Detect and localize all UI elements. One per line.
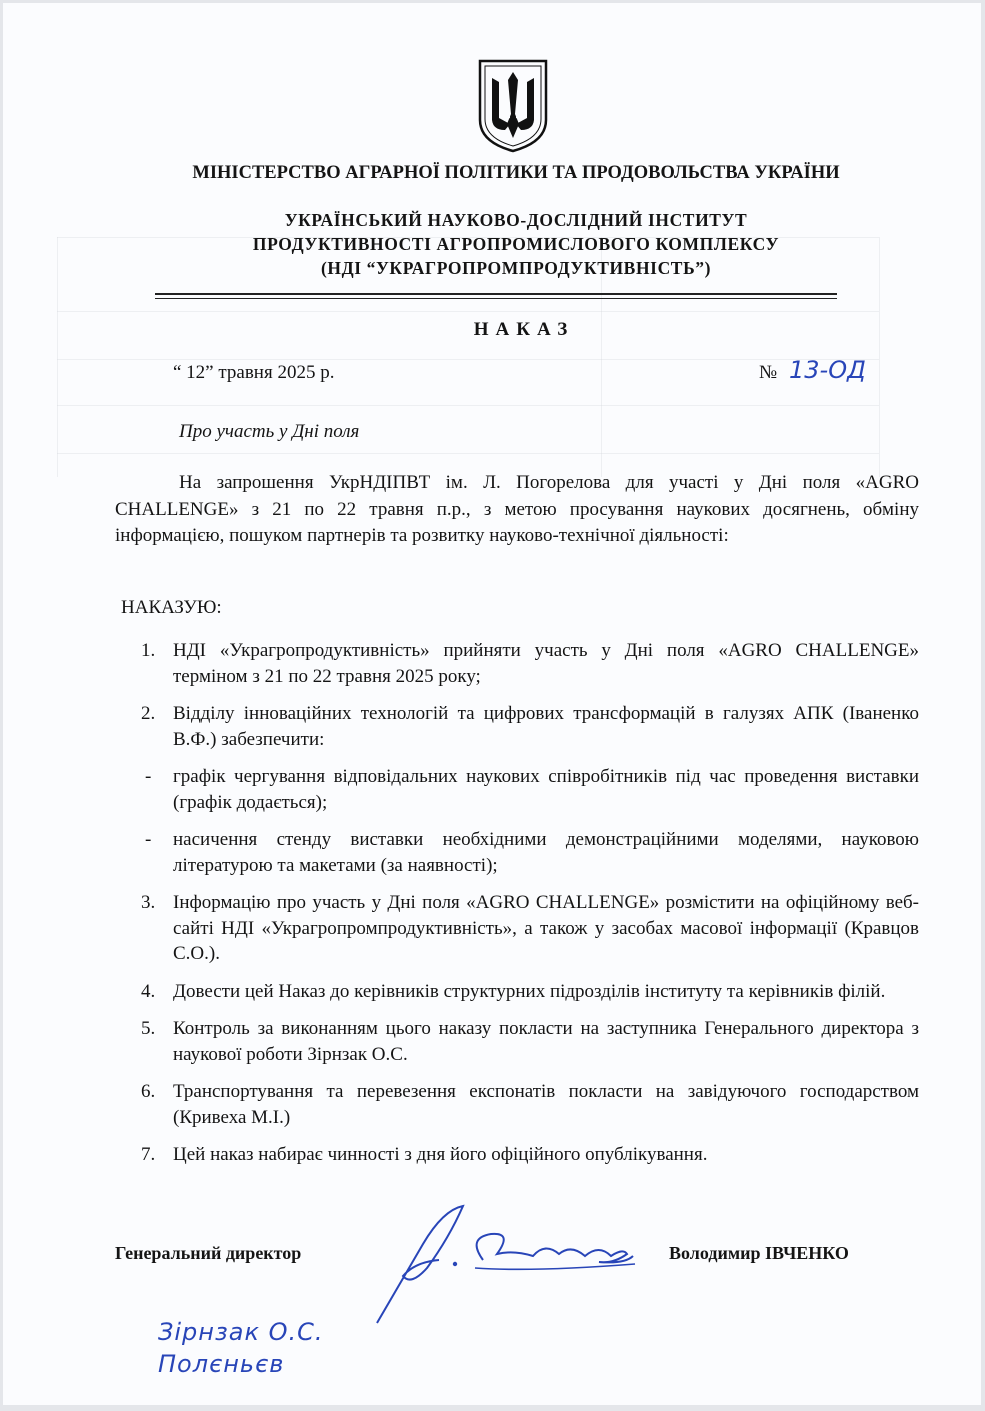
list-item — [141, 701, 919, 752]
signatory-name: Володимир ІВЧЕНКО — [669, 1243, 849, 1263]
order-subject: Про участь у Дні поля — [179, 421, 360, 442]
list-item — [141, 890, 919, 967]
list-item-text: Контроль за виконанням цього наказу покласти на заступника Генерального директора з наукової роботи Зірнзак О.С. — [173, 1018, 919, 1065]
list-item — [141, 827, 919, 878]
list-item — [141, 1142, 919, 1168]
list-item — [141, 979, 919, 1005]
document-page — [3, 3, 981, 1405]
institute-name-line-1: УКРАЇНСЬКИЙ НАУКОВО-ДОСЛІДНИЙ ІНСТИТУТ — [284, 210, 748, 230]
institute-name-line-3: (НДІ “УКРАГРОПРОМПРОДУКТИВНІСТЬ”) — [320, 258, 712, 278]
list-item — [141, 638, 919, 689]
ghost-table-line — [57, 359, 879, 360]
list-item-text: Інформацію про участь у Дні поля «AGRO CHALLENGE» розмістити на офіційному веб-сайті НДІ «Украгропромпродуктивність», а також у засобах масової інформації (Кравцов С.О.). — [173, 892, 919, 964]
ghost-table-line — [57, 453, 879, 454]
list-item — [141, 1079, 919, 1130]
order-items — [141, 638, 919, 1180]
list-item-text: графік чергування відповідальних наукових співробітників під час проведення виставки (графік додається); — [173, 766, 919, 813]
list-item-text: Довести цей Наказ до керівників структурних підрозділів інституту та керівників філій. — [173, 980, 886, 1002]
header-divider — [155, 293, 837, 295]
list-item-marker: 6. — [141, 1081, 156, 1102]
list-item — [141, 764, 919, 815]
order-number-label: № — [759, 362, 778, 383]
institute-name-line-2: ПРОДУКТИВНОСТІ АГРОПРОМИСЛОВОГО КОМПЛЕКСУ — [252, 234, 780, 254]
list-item-text: Відділу інноваційних технологій та цифрових трансформацій в галузях АПК (Іваненко В.Ф.) забезпечити: — [173, 703, 919, 750]
coat-of-arms-icon — [477, 58, 549, 154]
list-item-marker: 3. — [141, 892, 156, 913]
list-item-marker: - — [145, 829, 152, 850]
ghost-table-line — [57, 405, 879, 406]
order-number-handwritten: 13-ОД — [789, 356, 866, 384]
order-date: “ 12” травня 2025 р. — [173, 362, 335, 383]
list-item-text: Цей наказ набирає чинності з дня його офіційного опублікування. — [173, 1144, 708, 1165]
order-word: НАКАЗУЮ: — [121, 597, 222, 618]
list-item-marker: 1. — [141, 640, 156, 661]
list-item-text: насичення стенду виставки необхідними демонстраційними моделями, науковою літературою та макетами (за наявності); — [173, 829, 919, 876]
ministry-name: МІНІСТЕРСТВО АГРАРНОЇ ПОЛІТИКИ ТА ПРОДОВОЛЬСТВА УКРАЇНИ — [192, 163, 840, 183]
list-item-marker: 2. — [141, 703, 156, 724]
header-divider-thin — [155, 298, 837, 299]
list-item-text: Транспортування та перевезення експонатів покласти на завідуючого господарством (Кривеха М.І.) — [173, 1081, 919, 1128]
list-item-text: НДІ «Украгропродуктивність» прийняти участь у Дні поля «AGRO CHALLENGE» терміном з 21 по 22 травня 2025 року; — [173, 640, 919, 687]
list-item-marker: 4. — [141, 980, 156, 1002]
list-item — [141, 1016, 919, 1067]
signatory-title: Генеральний директор — [115, 1243, 302, 1263]
order-title: НАКАЗ — [473, 319, 575, 340]
handwritten-signature — [363, 1198, 643, 1328]
list-item-marker: 5. — [141, 1018, 156, 1039]
ghost-table-line — [57, 311, 879, 312]
handwritten-note-1: Зірнзак О.С. — [158, 1318, 324, 1346]
list-item-marker: 7. — [141, 1144, 156, 1165]
list-item-marker: - — [145, 766, 152, 787]
handwritten-note-2: Полєньєв — [158, 1350, 285, 1378]
intro-paragraph: На запрошення УкрНДІПВТ ім. Л. Погорелова для участі у Дні поля «AGRO CHALLENGE» з 21 по 22 травня п.р., з метою просування наукових досягнень, обміну інформацією, пошуком партнерів та розвитку науково-технічної діяльності: — [115, 472, 919, 546]
